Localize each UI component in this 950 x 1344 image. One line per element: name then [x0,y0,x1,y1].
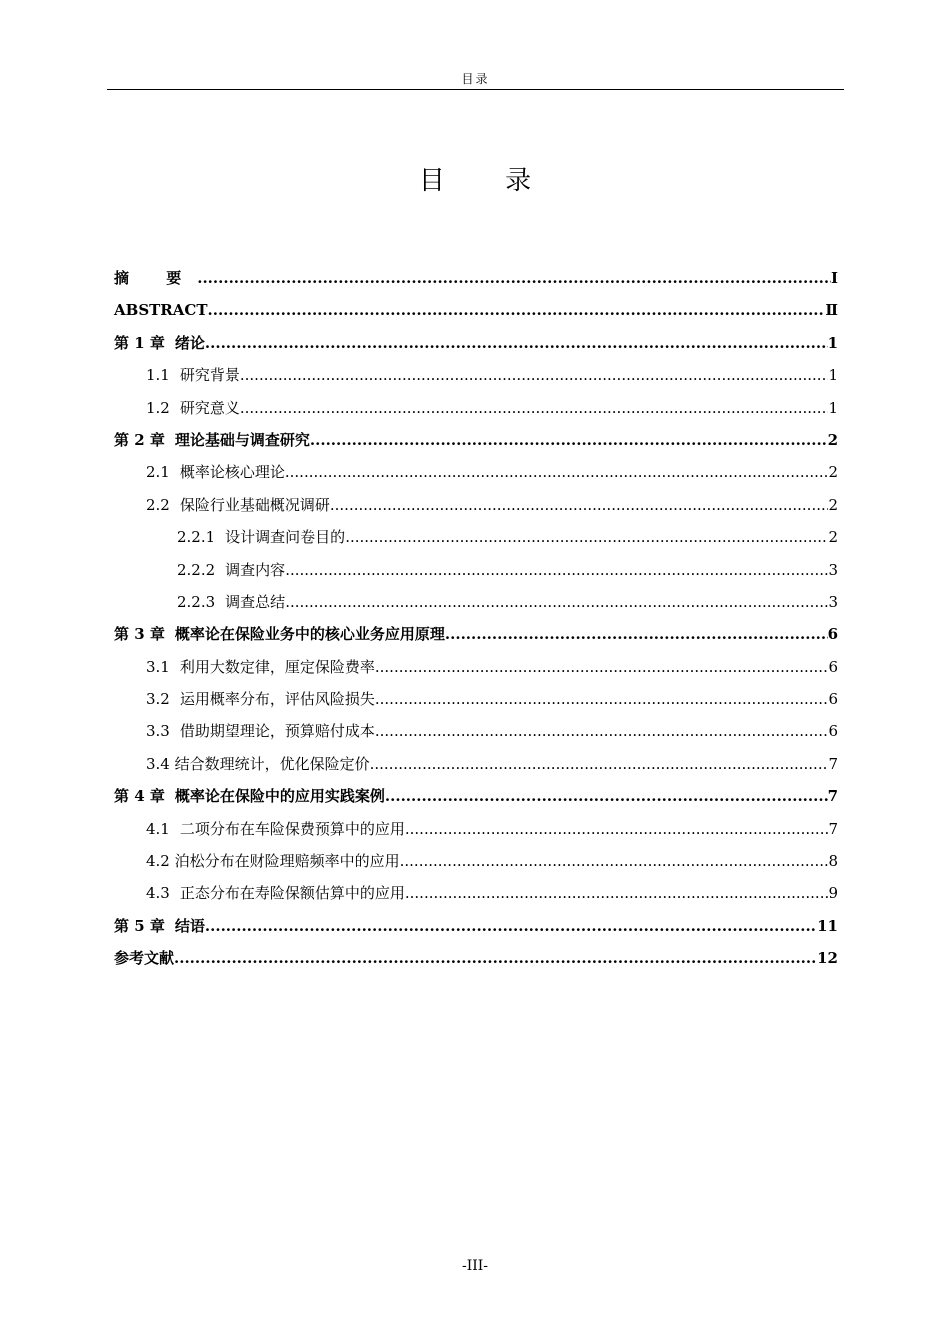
toc-entry-page: 2 [828,495,838,514]
toc-entry-text: 正态分布在寿险保额估算中的应用 [179,884,405,903]
toc-entry-label [146,877,405,909]
toc-entry-label [146,813,405,845]
toc-dot-leader [375,683,829,715]
toc-entry-label [146,489,330,521]
toc-entry-text: 参考文献 [114,949,175,968]
toc-entry-text: 利用大数定律，厘定保险费率 [179,657,375,676]
toc-entry-page: 1 [828,366,838,385]
toc-entry-number: 3.1 [146,657,170,676]
toc-dot-leader [285,586,828,618]
toc-entry-page: 2 [828,463,838,482]
page-number: -III- [461,1258,489,1274]
toc-entry-number: 第 3 章 [114,625,165,644]
toc-entry-page: 6 [827,625,838,644]
toc-entry[interactable] [114,456,838,488]
toc-entry-label [146,392,240,424]
toc-entry-page: 3 [828,560,838,579]
toc-entry-number: 1.2 [146,398,170,417]
toc-dot-leader [174,942,817,974]
toc-entry-text: 概率论在保险业务中的核心业务应用原理 [174,625,445,644]
toc-entry[interactable] [114,877,838,909]
toc-entry[interactable] [114,651,838,683]
toc-entry-number: 2.2.2 [177,560,216,579]
toc-entry[interactable] [114,262,838,294]
toc-entry-text: 保险行业基础概况调研 [179,495,330,514]
toc-entry[interactable] [114,910,838,942]
toc-entry-text: 理论基础与调查研究 [174,430,310,449]
toc-dot-leader [285,554,828,586]
toc-entry-label [114,424,310,456]
toc-entry[interactable] [114,521,838,553]
toc-entry[interactable] [114,327,838,359]
toc-entry-label [177,521,345,553]
toc-entry-label [114,618,445,650]
toc-entry-number: 4.3 [146,884,170,903]
toc-entry-page: 9 [828,884,838,903]
toc-dot-leader [405,877,829,909]
toc-entry[interactable] [114,586,838,618]
toc-entry-number: 4.1 [146,819,170,838]
table-of-contents [114,262,838,975]
toc-entry-page: 2 [827,430,838,449]
toc-entry-label [114,780,385,812]
toc-entry-page: 6 [828,722,838,741]
toc-entry-label [114,910,205,942]
toc-dot-leader [370,748,829,780]
toc-entry-number: 第 2 章 [114,430,165,449]
toc-dot-leader [285,456,829,488]
toc-entry-label [177,554,285,586]
toc-entry[interactable] [114,618,838,650]
toc-entry-number: 2.2.3 [177,592,216,611]
toc-dot-leader [345,521,828,553]
toc-entry-text: 摘 要 [114,269,198,287]
toc-entry-number: 第 1 章 [114,333,165,352]
toc-dot-leader [400,845,829,877]
toc-dot-leader [197,262,831,294]
toc-entry-page: 7 [828,754,838,773]
toc-entry-text: 结语 [174,916,205,935]
toc-dot-leader [205,910,817,942]
toc-entry-text: 设计调查问卷目的 [225,528,346,547]
toc-entry[interactable] [114,683,838,715]
toc-entry[interactable] [114,392,838,424]
toc-title: 目 录 [418,166,558,196]
toc-entry-text: 二项分布在车险保费预算中的应用 [179,819,405,838]
toc-entry-page: 7 [828,819,838,838]
toc-entry-text: ABSTRACT [114,301,208,320]
toc-dot-leader [445,618,828,650]
header-rule [107,89,844,90]
toc-entry[interactable] [114,715,838,747]
toc-dot-leader [375,651,829,683]
toc-entry-label [114,942,174,974]
toc-entry-page: 2 [828,528,838,547]
toc-entry-text: 调查内容 [225,560,286,579]
toc-entry-label [177,586,285,618]
toc-entry-number: 2.1 [146,463,170,482]
toc-entry-page: 3 [828,592,838,611]
toc-entry[interactable] [114,748,838,780]
toc-entry-text: 概率论核心理论 [179,463,285,482]
toc-entry[interactable] [114,554,838,586]
toc-entry-text: 研究意义 [179,398,240,417]
toc-dot-leader [208,294,826,326]
toc-dot-leader [240,359,829,391]
toc-entry-text: 概率论在保险中的应用实践案例 [174,787,385,806]
toc-dot-leader [240,392,829,424]
toc-dot-leader [310,424,828,456]
toc-entry[interactable] [114,813,838,845]
toc-entry[interactable] [114,845,838,877]
toc-entry-text: 调查总结 [225,592,286,611]
toc-entry-number: 第 5 章 [114,916,165,935]
toc-entry-page: 11 [817,916,838,935]
toc-entry-number: 2.2.1 [177,528,216,547]
toc-entry-page: 1 [827,333,838,352]
toc-dot-leader [405,813,829,845]
toc-entry-label [146,683,375,715]
toc-entry-label [146,845,400,877]
toc-entry-label [146,651,375,683]
toc-dot-leader [385,780,828,812]
toc-entry-label [146,748,370,780]
toc-entry-text: 4.2 泊松分布在财险理赔频率中的应用 [146,852,400,871]
running-header: 目录 [461,72,490,86]
toc-entry-page: Ⅱ [825,301,838,320]
toc-entry-label [146,456,285,488]
toc-dot-leader [375,715,829,747]
toc-entry-number: 第 4 章 [114,787,165,806]
toc-entry[interactable] [114,489,838,521]
toc-entry-label [146,715,375,747]
toc-dot-leader [205,327,828,359]
toc-entry-page: 8 [828,852,838,871]
toc-entry[interactable] [114,424,838,456]
toc-dot-leader [330,489,829,521]
toc-entry[interactable] [114,780,838,812]
toc-entry-text: 绪论 [174,333,205,352]
toc-entry-label [114,262,197,294]
toc-entry-label [146,359,240,391]
toc-entry-page: I [830,269,838,287]
toc-entry-number: 2.2 [146,495,170,514]
toc-entry-text: 运用概率分布，评估风险损失 [179,690,375,709]
toc-entry-number: 3.3 [146,722,170,741]
toc-entry[interactable] [114,942,838,974]
toc-entry-page: 1 [828,398,838,417]
toc-entry-page: 6 [828,690,838,709]
toc-entry-text: 3.4 结合数理统计，优化保险定价 [146,754,370,773]
toc-entry-page: 6 [828,657,838,676]
toc-entry-label [114,294,208,326]
toc-entry[interactable] [114,359,838,391]
toc-entry-number: 1.1 [146,366,170,385]
toc-entry[interactable] [114,294,838,326]
toc-entry-text: 研究背景 [179,366,240,385]
toc-entry-number: 3.2 [146,690,170,709]
toc-entry-text: 借助期望理论，预算赔付成本 [179,722,375,741]
toc-entry-page: 12 [817,949,838,968]
toc-entry-page: 7 [827,787,838,806]
toc-entry-label [114,327,205,359]
